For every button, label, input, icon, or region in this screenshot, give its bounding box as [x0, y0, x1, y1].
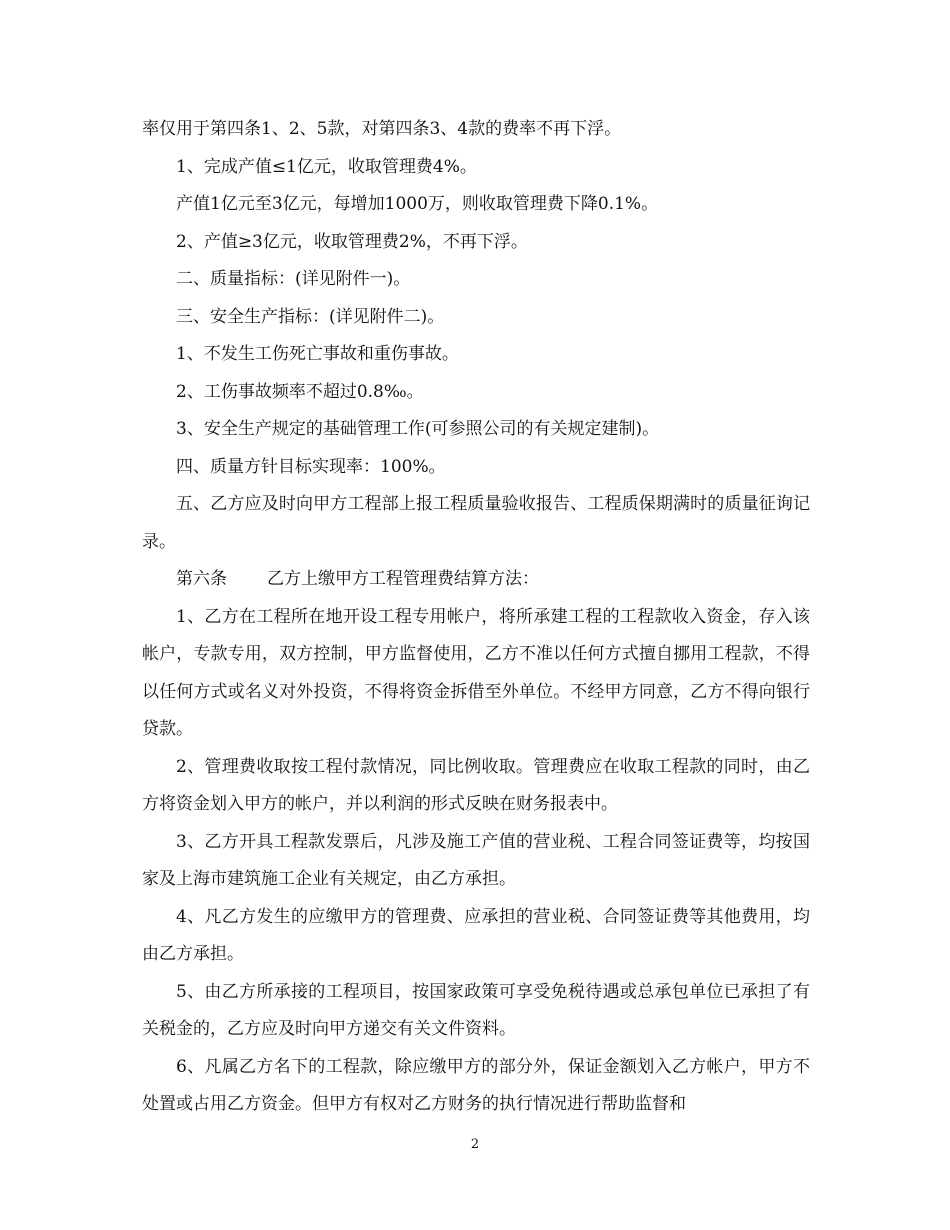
paragraph-settlement-3: 3、乙方开具工程款发票后，凡涉及施工产值的营业税、工程合同签证费等，均按国家及上海市建筑施工企业有关规定，由乙方承担。: [142, 831, 810, 889]
paragraph-settlement-5: 5、由乙方所承接的工程项目，按国家政策可享受免税待遇或总承包单位已承担了有关税金的，乙方应及时向甲方递交有关文件资料。: [142, 981, 810, 1039]
article-six-heading: [142, 561, 810, 599]
paragraph-fee-range: 产值1亿元至3亿元，每增加1000万，则收取管理费下降0.1%。: [176, 194, 659, 214]
document-body: [142, 111, 810, 1124]
paragraph-continuation: 率仅用于第四条1、2、5款，对第四条3、4款的费率不再下浮。: [142, 119, 622, 139]
paragraph-fee-rule-2: 2、产值≥3亿元，收取管理费2%，不再下浮。: [176, 231, 528, 252]
paragraph-quality-report: 五、乙方应及时向甲方工程部上报工程质量验收报告、工程质保期满时的质量征询记录。: [142, 494, 810, 552]
paragraph-fee-rule-1: 1、完成产值≤1亿元，收取管理费4%。: [176, 156, 477, 177]
page-number: 2: [470, 1137, 480, 1152]
paragraph-safety-1: 1、不发生工伤死亡事故和重伤事故。: [176, 344, 459, 364]
paragraph-safety-2: 2、工伤事故频率不超过0.8‰。: [176, 381, 424, 402]
paragraph-settlement-2: 2、管理费收取按工程付款情况，同比例收取。管理费应在收取工程款的同时，由乙方将资金划入甲方的帐户，并以利润的形式反映在财务报表中。: [142, 756, 810, 814]
paragraph-quality-target: 四、质量方针目标实现率：100%。: [176, 456, 446, 477]
paragraph-settlement-4: 4、凡乙方发生的应缴甲方的管理费、应承担的营业税、合同签证费等其他费用，均由乙方承担。: [142, 906, 810, 964]
paragraph-safety-3: 3、安全生产规定的基础管理工作(可参照公司的有关规定建制)。: [176, 419, 660, 439]
paragraph-safety-index: 三、安全生产指标：(详见附件二)。: [176, 306, 445, 327]
paragraph-settlement-6: 6、凡属乙方名下的工程款，除应缴甲方的部分外，保证金额划入乙方帐户，甲方不处置或占用乙方资金。但甲方有权对乙方财务的执行情况进行帮助监督和: [142, 1056, 810, 1114]
article-six-label: 第六条: [176, 569, 227, 589]
article-six-title: 乙方上缴甲方工程管理费结算方法：: [267, 569, 539, 589]
paragraph-quality-index: 二、质量指标：(详见附件一)。: [176, 269, 411, 289]
paragraph-settlement-1: 1、乙方在工程所在地开设工程专用帐户，将所承建工程的工程款收入资金，存入该帐户，专款专用，双方控制，甲方监督使用，乙方不准以任何方式擅自挪用工程款，不得以任何方式或名义对外投资，不得将资金拆借至外单位。不经甲方同意，乙方不得向银行贷款。: [142, 606, 810, 739]
